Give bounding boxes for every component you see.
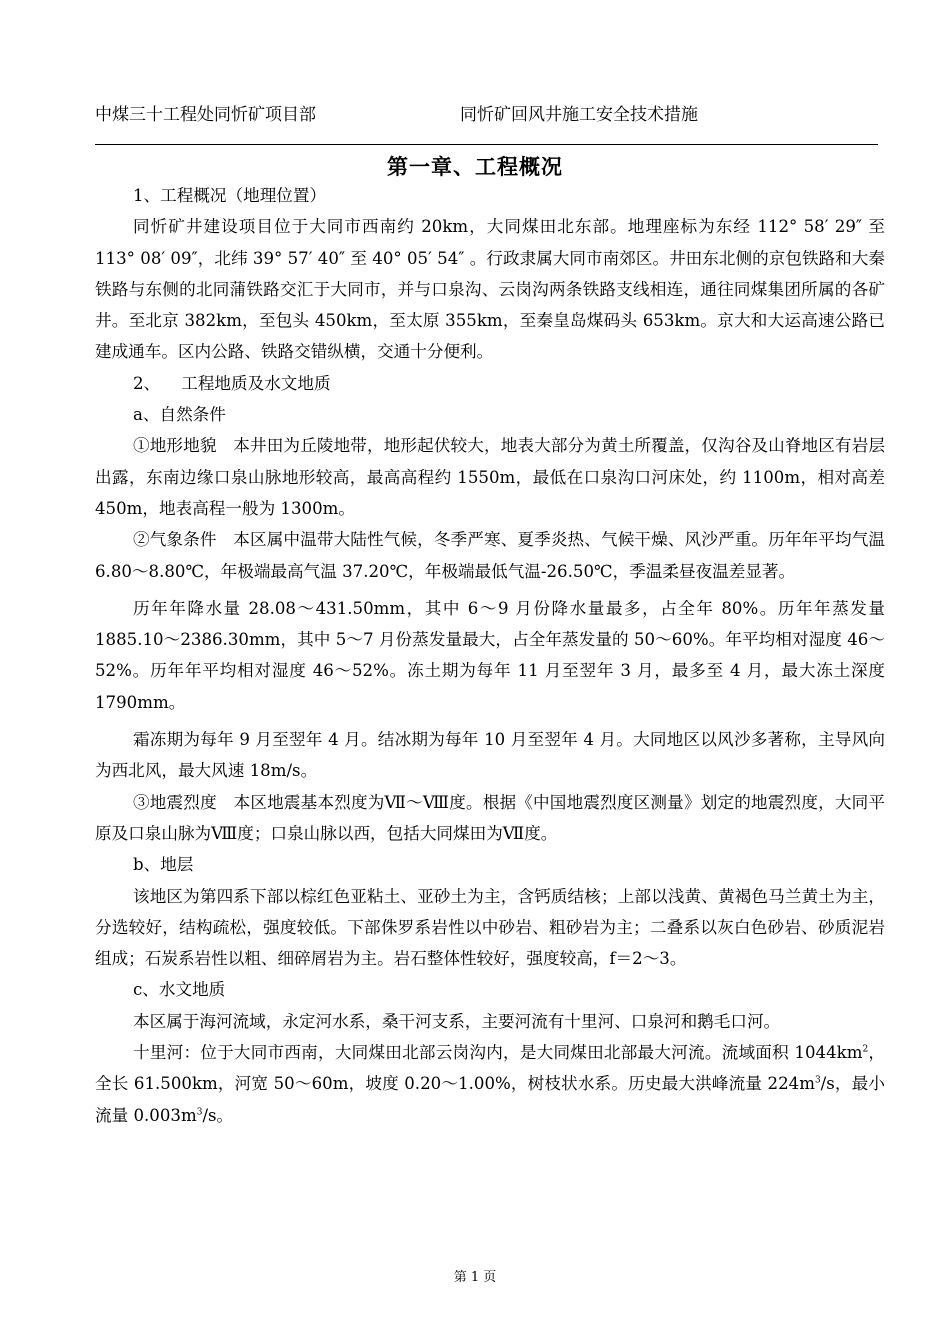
shili-river-paragraph [95,1037,885,1131]
river-text-2: ，全长 61.500km，河宽 50～60m，坡度 0.20～1.00%，树枝状水系。历史最大洪峰流量 224m [95,1043,886,1094]
climate-paragraph: ②气象条件 本区属中温带大陆性气候，冬季严寒、夏季炎热、气候干燥、风沙严重。历年年平均气温 6.80～8.80℃，年极端最高气温 37.20℃，年极端最低气温-26.50℃，季温柔昼夜温差显著。 [95,530,885,581]
chapter-title: 第一章、工程概况 [387,154,563,179]
superscript-3b: 3 [196,1107,203,1118]
superscript-3a: 3 [814,1075,821,1086]
header-rule [95,144,878,145]
frost-paragraph: 霜冻期为每年 9 月至翌年 4 月。结冰期为每年 10 月至翌年 4 月。大同地区以风沙多著称，主导风向为西北风，最大风速 18m/s。 [95,730,885,781]
river-text-3: /s，最小流量 0.003m [95,1074,886,1125]
hydrology-paragraph: 本区属于海河流域，永定河水系，桑干河支系，主要河流有十里河、口泉河和鹅毛口河。 [133,1011,781,1031]
document-body [95,180,885,1131]
page-number: 第 1 页 [453,1270,497,1285]
subsection-a-heading: a、自然条件 [133,405,226,425]
river-text-4: /s。 [202,1105,234,1125]
superscript-2: 2 [862,1044,869,1055]
precipitation-paragraph: 历年年降水量 28.08～431.50mm，其中 6～9 月份降水量最多，占全年 80%。历年年蒸发量 1885.10～2386.30mm，其中 5～7 月份蒸发量最大，占全年蒸发量的 50～60%。年平均相对湿度 46～52%。历年年平均相对湿度 46～52%。冻土期为每年 11 月至翌年 3 月，最多至 4 月，最大冻土深度 1790mm。 [95,598,885,712]
header-organization: 中煤三十工程处同忻矿项目部 [95,105,316,125]
section-2-heading: 2、 工程地质及水文地质 [133,373,331,393]
page-header [95,100,878,126]
subsection-c-heading: c、水文地质 [133,980,226,1000]
seismic-paragraph: ③地震烈度 本区地震基本烈度为Ⅶ～Ⅷ度。根据《中国地震烈度区测量》划定的地震烈度，大同平原及口泉山脉为Ⅷ度；口泉山脉以西，包括大同煤田为Ⅶ度。 [95,792,885,843]
section-1-heading: 1、工程概况（地理位置） [133,186,327,205]
terrain-paragraph: ①地形地貌 本井田为丘陵地带，地形起伏较大，地表大部分为黄土所覆盖，仅沟谷及山脊地区有岩层出露，东南边缘口泉山脉地形较高，最高高程约 1550m，最低在口泉沟口河床处，约 1100m，相对高差 450m，地表高程一般为 1300m。 [95,436,885,518]
river-text-1: 十里河：位于大同市西南，大同煤田北部云岗沟内，是大同煤田北部最大河流。流域面积 1044km [133,1043,863,1063]
subsection-b-heading: b、地层 [133,855,194,875]
section-1-paragraph: 同忻矿井建设项目位于大同市西南约 20km，大同煤田北东部。地理座标为东经 112° 58′ 29″ 至 113° 08′ 09″，北纬 39° 57′ 40″ 至 40° 05′ 54″ 。行政隶属大同市南郊区。井田东北侧的京包铁路和大秦铁路与东侧的北同蒲铁路交汇于大同市，并与口泉沟、云岗沟两条铁路支线相连，通往同煤集团所属的各矿井。至北京 382km，至包头 450km，至太原 355km，至秦皇岛煤码头 653km。京大和大运高速公路已建成通车。区内公路、铁路交错纵横，交通十分便利。 [95,217,885,362]
strata-paragraph: 该地区为第四系下部以棕红色亚粘土、亚砂土为主，含钙质结核；上部以浅黄、黄褐色马兰黄土为主，分选较好，结构疏松，强度较低。下部侏罗系岩性以中砂岩、粗砂岩为主；二叠系以灰白色砂岩、砂质泥岩组成；石炭系岩性以粗、细碎屑岩为主。岩石整体性较好，强度较高，f＝2～3。 [95,886,885,969]
header-document-title: 同忻矿回风井施工安全技术措施 [460,105,698,125]
